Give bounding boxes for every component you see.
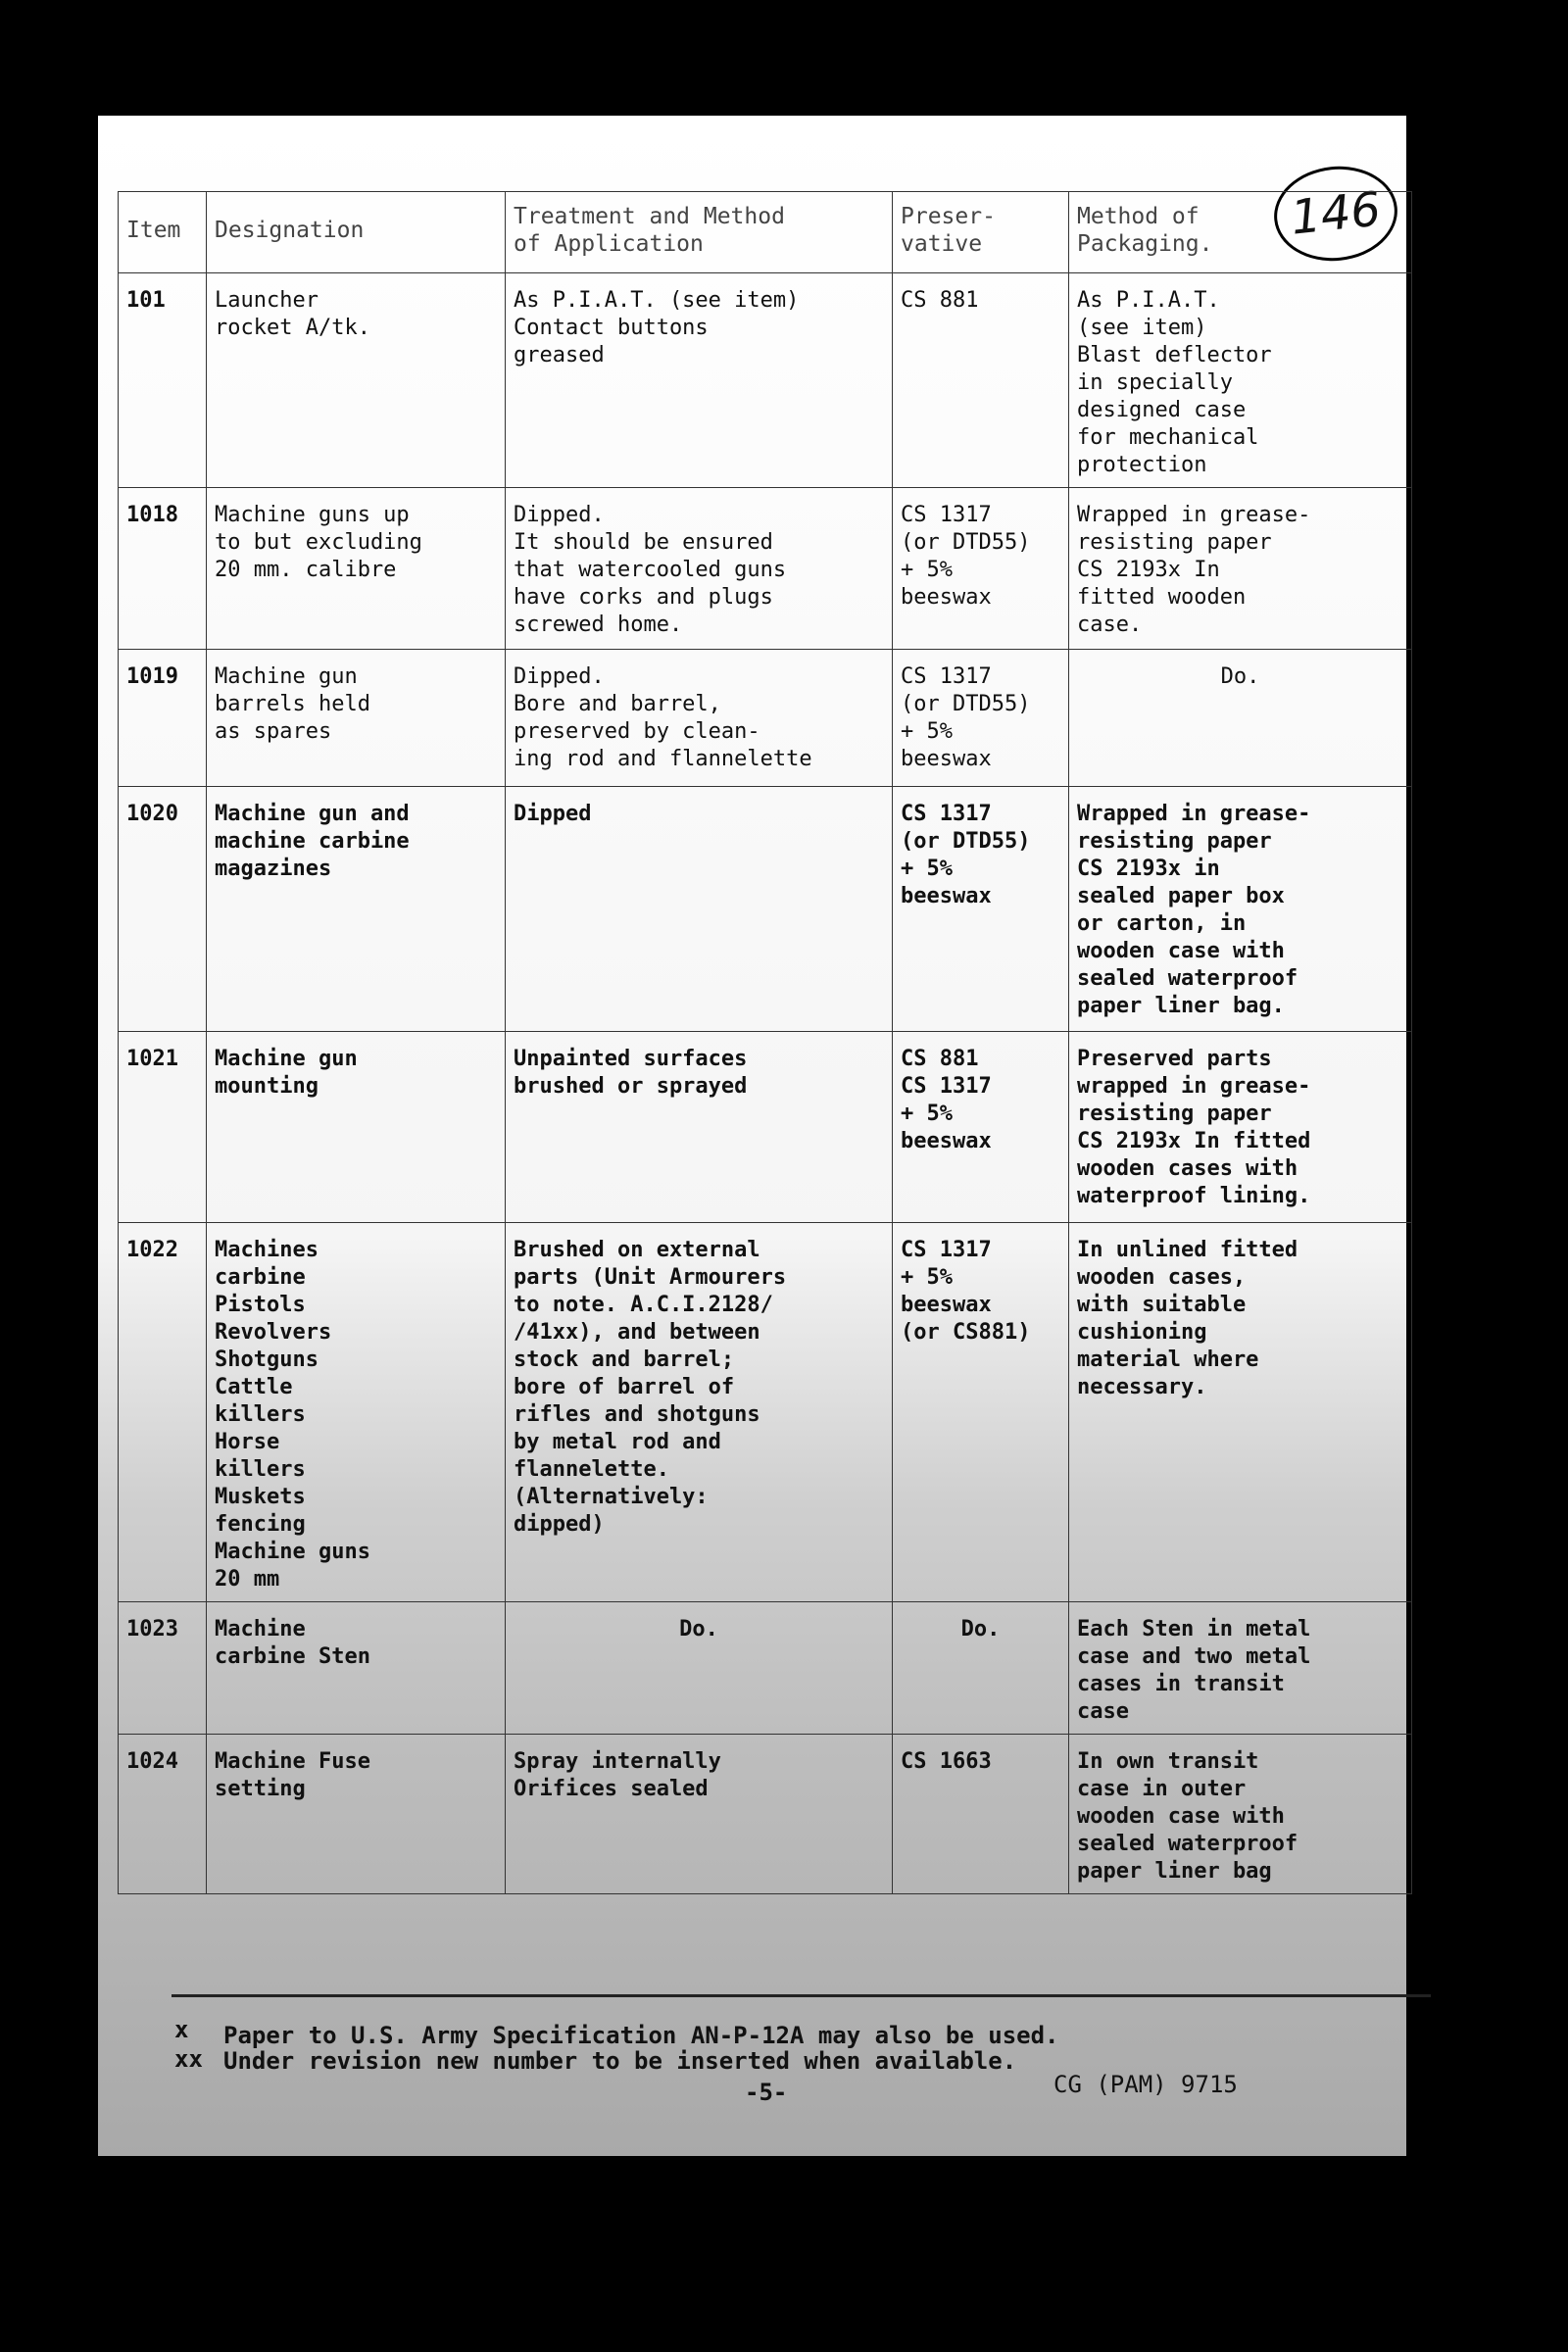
preservative-cell: CS 1317 (or DTD55) + 5% beeswax: [893, 488, 1069, 650]
treatment-cell: Dipped: [506, 787, 893, 1032]
header-preservative: Preser- vative: [893, 192, 1069, 273]
preservative-cell: CS 881 CS 1317 + 5% beeswax: [893, 1032, 1069, 1223]
table-row: [119, 1602, 1412, 1735]
header-packaging: Method of Packaging.: [1069, 192, 1412, 273]
table-row: [119, 787, 1412, 1032]
packaging-cell: As P.I.A.T. (see item) Blast deflector in specially designed case for mechanical protection: [1069, 273, 1412, 488]
table-row: [119, 488, 1412, 650]
packaging-cell: Preserved parts wrapped in grease- resisting paper CS 2193x In fitted wooden cases with waterproof lining.: [1069, 1032, 1412, 1223]
designation-cell: Launcher rocket A/tk.: [207, 273, 506, 488]
table-row: [119, 273, 1412, 488]
designation-cell: Machine Fuse setting: [207, 1735, 506, 1894]
treatment-cell: Brushed on external parts (Unit Armourers to note. A.C.I.2128/ /41xx), and between stock and barrel; bore of barrel of rifles and shotguns by metal rod and flannelette. (Alternatively: dipped): [506, 1223, 893, 1602]
preservative-cell: CS 1663: [893, 1735, 1069, 1894]
packaging-cell: In own transit case in outer wooden case with sealed waterproof paper liner bag: [1069, 1735, 1412, 1894]
item-cell: 101: [119, 273, 207, 488]
header-designation: Designation: [207, 192, 506, 273]
packaging-cell: Wrapped in grease- resisting paper CS 2193x in sealed paper box or carton, in wooden case with sealed waterproof paper liner bag.: [1069, 787, 1412, 1032]
table-row: [119, 1735, 1412, 1894]
preservative-cell: Do.: [893, 1602, 1069, 1735]
designation-cell: Machine gun mounting: [207, 1032, 506, 1223]
designation-cell: Machine carbine Sten: [207, 1602, 506, 1735]
designation-cell: Machines carbine Pistols Revolvers Shotguns Cattle killers Horse killers Muskets fencing Machine guns 20 mm: [207, 1223, 506, 1602]
packaging-cell: In unlined fitted wooden cases, with suitable cushioning material where necessary.: [1069, 1223, 1412, 1602]
footnote-x-text: Paper to U.S. Army Specification AN-P-12A may also be used.: [223, 2022, 1059, 2049]
treatment-cell: Dipped. Bore and barrel, preserved by clean- ing rod and flannelette: [506, 650, 893, 787]
item-cell: 1021: [119, 1032, 207, 1223]
treatment-cell: Dipped. It should be ensured that watercooled guns have corks and plugs screwed home.: [506, 488, 893, 650]
packaging-cell: Wrapped in grease- resisting paper CS 2193x In fitted wooden case.: [1069, 488, 1412, 650]
treatment-cell: As P.I.A.T. (see item) Contact buttons greased: [506, 273, 893, 488]
table-row: [119, 650, 1412, 787]
treatment-cell: Do.: [506, 1602, 893, 1735]
packaging-cell: Do.: [1069, 650, 1412, 787]
designation-cell: Machine gun and machine carbine magazines: [207, 787, 506, 1032]
preservative-cell: CS 1317 (or DTD55) + 5% beeswax: [893, 650, 1069, 787]
item-cell: 1019: [119, 650, 207, 787]
treatment-cell: Unpainted surfaces brushed or sprayed: [506, 1032, 893, 1223]
preservative-cell: CS 1317 + 5% beeswax (or CS881): [893, 1223, 1069, 1602]
packaging-cell: Each Sten in metal case and two metal cases in transit case: [1069, 1602, 1412, 1735]
item-cell: 1024: [119, 1735, 207, 1894]
preservative-cell: CS 1317 (or DTD55) + 5% beeswax: [893, 787, 1069, 1032]
header-item: Item: [119, 192, 207, 273]
footer-reference: CG (PAM) 9715: [1054, 2071, 1238, 2098]
treatment-cell: Spray internally Orifices sealed: [506, 1735, 893, 1894]
preservation-table: [118, 191, 1412, 1894]
footnote-x-mark: x: [174, 2016, 189, 2043]
header-treatment: Treatment and Method of Application: [506, 192, 893, 273]
footnote-divider: [172, 1994, 1431, 1997]
footnote-xx-text: Under revision new number to be inserted when available.: [223, 2047, 1017, 2075]
table-row: [119, 1032, 1412, 1223]
designation-cell: Machine guns up to but excluding 20 mm. calibre: [207, 488, 506, 650]
item-cell: 1022: [119, 1223, 207, 1602]
item-cell: 1018: [119, 488, 207, 650]
preservative-cell: CS 881: [893, 273, 1069, 488]
designation-cell: Machine gun barrels held as spares: [207, 650, 506, 787]
page-number-stamp: 146: [1269, 161, 1401, 268]
table-row: [119, 1223, 1412, 1602]
item-cell: 1020: [119, 787, 207, 1032]
footnote-xx-mark: xx: [174, 2045, 203, 2073]
item-cell: 1023: [119, 1602, 207, 1735]
footer-page-number: -5-: [745, 2079, 788, 2106]
table-header-row: [119, 192, 1412, 273]
